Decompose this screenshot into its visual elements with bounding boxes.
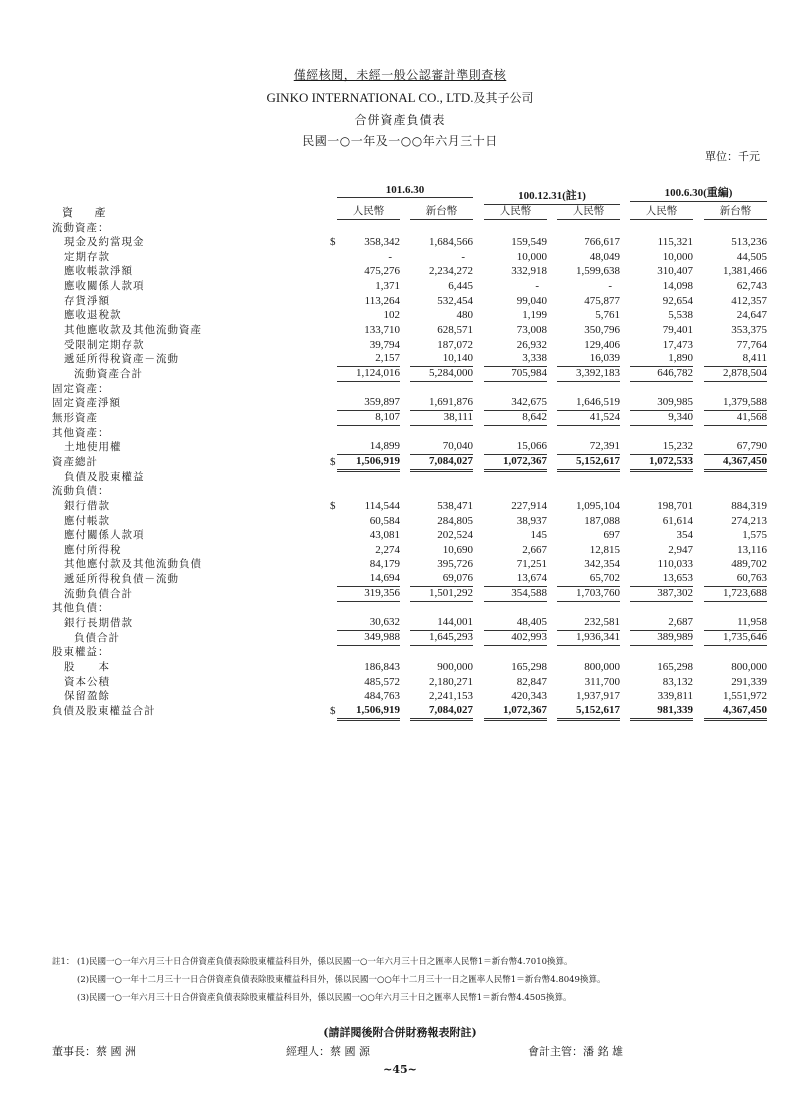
value-cell: 60,763: [704, 572, 767, 587]
value-cell: 1,646,519: [557, 396, 620, 411]
value-cell: 65,702: [557, 572, 620, 587]
row-label: 流動資產合計: [74, 368, 143, 380]
currency-header: 人民幣: [337, 203, 400, 220]
value-cell: 1,072,367: [484, 704, 547, 721]
value-cell: 884,319: [731, 499, 767, 512]
row-label: 資本公積: [64, 675, 110, 688]
footnote-item: (3)民國一○一年六月三十日合併資產負債表除股東權益科目外，係以民國一○○年六月三十日之匯率人民幣1＝新台幣4.4505換算。: [77, 993, 572, 1003]
value-cell: 1,645,293: [410, 631, 473, 646]
company-name-zh: 及其子公司: [473, 91, 534, 105]
value-cell: 15,232: [630, 440, 693, 455]
value-cell: 10,000: [516, 250, 547, 263]
value-cell: 79,401: [662, 324, 693, 337]
chairman-signature: 董事長：蔡 國 洲: [52, 1045, 136, 1058]
row-label: 應付帳款: [64, 514, 110, 527]
value-cell: 99,040: [516, 294, 547, 307]
value-cell: 1,936,341: [557, 631, 620, 646]
row-label: 銀行長期借款: [64, 617, 133, 630]
row-label: 負債及股東權益: [64, 470, 145, 483]
value-cell: 395,726: [437, 558, 473, 571]
value-cell: 8,107: [337, 411, 400, 426]
value-cell: 284,805: [437, 514, 473, 527]
value-cell: 13,653: [630, 572, 693, 587]
value-cell: 133,710: [364, 324, 400, 337]
table-row: [0, 264, 800, 279]
table-row: [0, 601, 800, 616]
value-cell: 1,551,972: [723, 690, 767, 703]
value-cell: 412,357: [731, 294, 767, 307]
value-cell: 2,274: [375, 543, 400, 556]
value-cell: 387,302: [630, 587, 693, 602]
table-row: [0, 572, 800, 587]
value-cell: 349,988: [337, 631, 400, 646]
value-cell: 41,524: [557, 411, 620, 426]
value-cell: 69,076: [410, 572, 473, 587]
value-cell: 17,473: [662, 338, 693, 351]
value-cell: 1,199: [522, 309, 547, 322]
value-cell: 10,690: [442, 543, 473, 556]
value-cell: 2,180,271: [429, 675, 473, 688]
footnote-item: (2)民國一○一年十二月三十一日合併資產負債表除股東權益科目外，係以民國一○○年十二月三十一日之匯率人民幣1＝新台幣4.8049換算。: [77, 975, 606, 985]
value-cell: 7,084,027: [410, 455, 473, 472]
value-cell: 489,702: [731, 558, 767, 571]
value-cell: 110,033: [657, 558, 693, 571]
table-row: [0, 338, 800, 353]
value-cell: 1,723,688: [704, 587, 767, 602]
value-cell: 10,000: [662, 250, 693, 263]
table-row: [0, 528, 800, 543]
value-cell: 71,251: [516, 558, 547, 571]
table-row: [0, 235, 800, 250]
manager-signature: 經理人：蔡 國 源: [286, 1045, 370, 1058]
value-cell: 43,081: [369, 529, 400, 542]
table-row: [0, 382, 800, 397]
value-cell: 62,743: [736, 280, 767, 293]
value-cell: 48,049: [589, 250, 620, 263]
value-cell: 1,703,760: [557, 587, 620, 602]
value-cell: 14,098: [662, 280, 693, 293]
value-cell: 2,234,272: [429, 265, 473, 278]
table-row: [0, 221, 800, 236]
value-cell: 48,405: [484, 616, 547, 631]
value-cell: 339,811: [657, 690, 693, 703]
row-label: 股東權益：: [52, 646, 110, 659]
table-row: [0, 499, 800, 514]
value-cell: 1,379,588: [704, 396, 767, 411]
value-cell: 2,687: [630, 616, 693, 631]
row-label: 應付所得稅: [64, 543, 122, 556]
value-cell: 44,505: [736, 250, 767, 263]
value-cell: 2,241,153: [429, 690, 473, 703]
value-cell: 8,642: [484, 411, 547, 426]
row-label: 遞延所得稅資產－流動: [64, 353, 179, 366]
value-cell: 402,993: [484, 631, 547, 646]
currency-header: 人民幣: [630, 203, 693, 220]
value-cell: 1,124,016: [337, 367, 400, 382]
value-cell: 475,877: [584, 294, 620, 307]
table-row: [0, 616, 800, 631]
value-cell: 480: [456, 309, 473, 322]
value-cell: 129,406: [584, 338, 620, 351]
value-cell: 14,899: [337, 440, 400, 455]
row-label: 應收帳款淨額: [64, 265, 133, 278]
value-cell: 38,111: [410, 411, 473, 426]
value-cell: 1,575: [742, 529, 767, 542]
value-cell: 5,152,617: [557, 455, 620, 472]
row-label: 固定資產：: [52, 382, 110, 395]
table-row: [0, 484, 800, 499]
value-cell: 9,340: [630, 411, 693, 426]
table-row: [0, 396, 800, 411]
value-cell: 800,000: [584, 661, 620, 673]
review-disclaimer: 僅經核閱，未經一般公認審計準則查核: [293, 68, 507, 82]
row-label: 應收退稅款: [64, 309, 122, 322]
currency-symbol: $: [330, 499, 336, 512]
value-cell: 10,140: [410, 352, 473, 367]
value-cell: 342,354: [584, 558, 620, 571]
currency-header: 人民幣: [484, 203, 547, 220]
row-label: 銀行借款: [64, 499, 110, 512]
table-row: [0, 660, 800, 675]
value-cell: 359,897: [337, 396, 400, 411]
value-cell: 1,691,876: [410, 396, 473, 411]
value-cell: 84,179: [369, 558, 400, 571]
page-number: ~45~: [383, 1063, 417, 1076]
accounting-head-signature: 會計主管：潘 銘 雄: [528, 1045, 623, 1058]
table-row: [0, 352, 800, 367]
value-cell: 13,674: [484, 572, 547, 587]
footnote-item: (1)民國一○一年六月三十日合併資產負債表除股東權益科目外，係以民國一○一年六月三十日之匯率人民幣1＝新台幣4.7010換算。: [77, 957, 573, 967]
value-cell: 39,794: [369, 338, 400, 351]
value-cell: 165,298: [657, 661, 693, 673]
value-cell: 6,445: [448, 280, 473, 293]
value-cell: 4,367,450: [704, 704, 767, 721]
unit-label: 單位：千元: [705, 150, 760, 163]
value-cell: 354,588: [484, 587, 547, 602]
table-row: [0, 411, 800, 426]
value-cell: 202,524: [437, 529, 473, 542]
value-cell: 114,544: [364, 499, 400, 512]
currency-symbol: $: [330, 455, 336, 468]
value-cell: 4,367,450: [704, 455, 767, 472]
statement-date: 民國一○一年及一○○年六月三十日: [302, 134, 498, 148]
value-cell: 187,088: [584, 514, 620, 527]
currency-header: 人民幣: [557, 203, 620, 220]
value-cell: 981,339: [630, 704, 693, 721]
value-cell: 309,985: [630, 396, 693, 411]
footnote-prefix: 註1：: [52, 957, 75, 967]
table-row: [0, 543, 800, 558]
row-label: 流動負債：: [52, 485, 110, 498]
value-cell: 766,617: [584, 236, 620, 249]
value-cell: 5,284,000: [410, 367, 473, 382]
row-label: 受限制定期存款: [64, 338, 145, 351]
row-label: 流動負債合計: [64, 587, 133, 600]
value-cell: 11,958: [704, 616, 767, 631]
value-cell: 186,843: [364, 661, 400, 673]
value-cell: 165,298: [511, 661, 547, 673]
value-cell: 7,084,027: [410, 704, 473, 721]
currency-symbol: $: [330, 236, 336, 249]
table-row: [0, 426, 800, 441]
table-row: [0, 250, 800, 265]
value-cell: 354: [676, 529, 693, 542]
value-cell: 353,375: [731, 324, 767, 337]
value-cell: 628,571: [437, 324, 473, 337]
value-cell: 24,647: [736, 309, 767, 322]
value-cell: 1,506,919: [337, 455, 400, 472]
value-cell: 26,932: [516, 338, 547, 351]
table-row: [0, 689, 800, 704]
value-cell: 102: [383, 309, 400, 322]
value-cell: 800,000: [731, 661, 767, 673]
value-cell: 1,371: [375, 280, 400, 293]
value-cell: 2,878,504: [704, 367, 767, 382]
value-cell: 145: [530, 529, 547, 542]
value-cell: 513,236: [731, 236, 767, 249]
value-cell: 358,342: [364, 236, 400, 249]
row-label: 應付關係人款項: [64, 529, 145, 542]
row-label: 土地使用權: [64, 441, 122, 454]
value-cell: 310,407: [657, 265, 693, 278]
table-row: [0, 514, 800, 529]
row-label: 遞延所得稅負債－流動: [64, 573, 179, 586]
company-name-en: GINKO INTERNATIONAL CO., LTD.: [266, 90, 474, 105]
value-cell: 705,984: [484, 367, 547, 382]
value-cell: 115,321: [657, 236, 693, 249]
value-cell: 1,095,104: [576, 499, 620, 512]
value-cell: 900,000: [437, 661, 473, 673]
value-cell: 144,001: [410, 616, 473, 631]
value-cell: 198,701: [657, 499, 693, 512]
value-cell: 475,276: [364, 265, 400, 278]
row-label: 資產總計: [52, 455, 98, 468]
value-cell: 342,675: [484, 396, 547, 411]
period-header-100-12-31: 100.12.31(註1): [484, 187, 620, 205]
row-label: 現金及約當現金: [64, 236, 145, 249]
value-cell: 538,471: [437, 499, 473, 512]
value-cell: 311,700: [584, 675, 620, 688]
row-label: 固定資產淨額: [52, 397, 121, 410]
value-cell: 1,506,919: [337, 704, 400, 721]
table-row: [0, 323, 800, 338]
value-cell: 1,501,292: [410, 587, 473, 602]
value-cell: 1,937,917: [576, 690, 620, 703]
value-cell: 113,264: [364, 294, 400, 307]
value-cell: 159,549: [511, 236, 547, 249]
value-cell: 70,040: [410, 440, 473, 455]
row-label: 其他負債：: [52, 602, 110, 615]
row-label: 負債合計: [74, 631, 120, 644]
row-label: 流動資產：: [52, 221, 110, 234]
currency-header: 新台幣: [410, 203, 473, 220]
value-cell: 60,584: [369, 514, 400, 527]
value-cell: 332,918: [511, 265, 547, 278]
value-cell: 61,614: [662, 514, 693, 527]
table-row: [0, 279, 800, 294]
table-row: [0, 645, 800, 660]
table-row: [0, 557, 800, 572]
value-cell: 77,764: [736, 338, 767, 351]
table-row: [0, 675, 800, 690]
value-cell: 1,072,367: [484, 455, 547, 472]
value-cell: 3,338: [484, 352, 547, 367]
value-cell: 1,381,466: [723, 265, 767, 278]
company-name: [0, 89, 800, 106]
row-label: 定期存款: [64, 250, 110, 263]
value-cell: 13,116: [737, 543, 767, 556]
value-cell: 227,914: [511, 499, 547, 512]
value-cell: 1,599,638: [576, 265, 620, 278]
value-cell: 92,654: [662, 294, 693, 307]
table-row: [0, 587, 800, 602]
row-label: 其他資產：: [52, 426, 110, 439]
row-label: 負債及股東權益合計: [52, 704, 156, 717]
table-row: [0, 440, 800, 455]
value-cell: 232,581: [557, 616, 620, 631]
see-notes-remark: (請詳閱後附合併財務報表附註): [323, 1026, 477, 1039]
value-cell: 15,066: [484, 440, 547, 455]
row-label: 存貨淨額: [64, 294, 110, 307]
row-label: 應收關係人款項: [64, 280, 145, 293]
row-label: 其他應收款及其他流動資產: [64, 324, 202, 337]
value-cell: 5,538: [668, 309, 693, 322]
table-row: [0, 704, 800, 719]
table-row: [0, 308, 800, 323]
value-cell: 1,890: [630, 352, 693, 367]
value-cell: 82,847: [516, 675, 547, 688]
value-cell: 30,632: [337, 616, 400, 631]
value-cell: 1,735,646: [704, 631, 767, 646]
value-cell: 350,796: [584, 324, 620, 337]
value-cell: 291,339: [731, 675, 767, 688]
value-cell: 3,392,183: [557, 367, 620, 382]
value-cell: 83,132: [662, 675, 693, 688]
value-cell: 41,568: [704, 411, 767, 426]
statement-title: 合併資產負債表: [354, 113, 446, 127]
value-cell: -: [461, 250, 465, 263]
value-cell: 1,072,533: [630, 455, 693, 472]
assets-section-header: 資 產: [62, 206, 106, 219]
value-cell: 1,684,566: [429, 236, 473, 249]
row-label: 保留盈餘: [64, 690, 110, 703]
row-label: 股 本: [64, 661, 110, 673]
currency-symbol: $: [330, 704, 336, 717]
value-cell: 2,947: [668, 543, 693, 556]
value-cell: 274,213: [731, 514, 767, 527]
table-row: [0, 455, 800, 470]
value-cell: 73,008: [516, 324, 547, 337]
period-header-101-6-30: 101.6.30: [337, 184, 473, 198]
table-row: [0, 631, 800, 646]
value-cell: 2,157: [337, 352, 400, 367]
value-cell: 646,782: [630, 367, 693, 382]
table-row: [0, 367, 800, 382]
value-cell: 389,989: [630, 631, 693, 646]
value-cell: 420,343: [511, 690, 547, 703]
value-cell: 187,072: [437, 338, 473, 351]
value-cell: 532,454: [437, 294, 473, 307]
value-cell: -: [535, 280, 539, 293]
value-cell: 319,356: [337, 587, 400, 602]
value-cell: 67,790: [704, 440, 767, 455]
value-cell: 5,761: [595, 309, 620, 322]
value-cell: 5,152,617: [557, 704, 620, 721]
table-row: [0, 470, 800, 485]
value-cell: 16,039: [557, 352, 620, 367]
value-cell: 72,391: [557, 440, 620, 455]
value-cell: 8,411: [704, 352, 767, 367]
value-cell: -: [608, 280, 612, 293]
row-label: 無形資產: [52, 411, 98, 424]
value-cell: 38,937: [516, 514, 547, 527]
table-row: [0, 294, 800, 309]
value-cell: -: [388, 250, 392, 263]
period-header-100-6-30: 100.6.30(重編): [630, 184, 767, 202]
currency-header: 新台幣: [704, 203, 767, 220]
value-cell: 2,667: [522, 543, 547, 556]
row-label: 其他應付款及其他流動負債: [64, 558, 202, 571]
value-cell: 697: [603, 529, 620, 542]
value-cell: 484,763: [364, 690, 400, 703]
value-cell: 485,572: [364, 675, 400, 688]
value-cell: 14,694: [337, 572, 400, 587]
value-cell: 12,815: [589, 543, 620, 556]
